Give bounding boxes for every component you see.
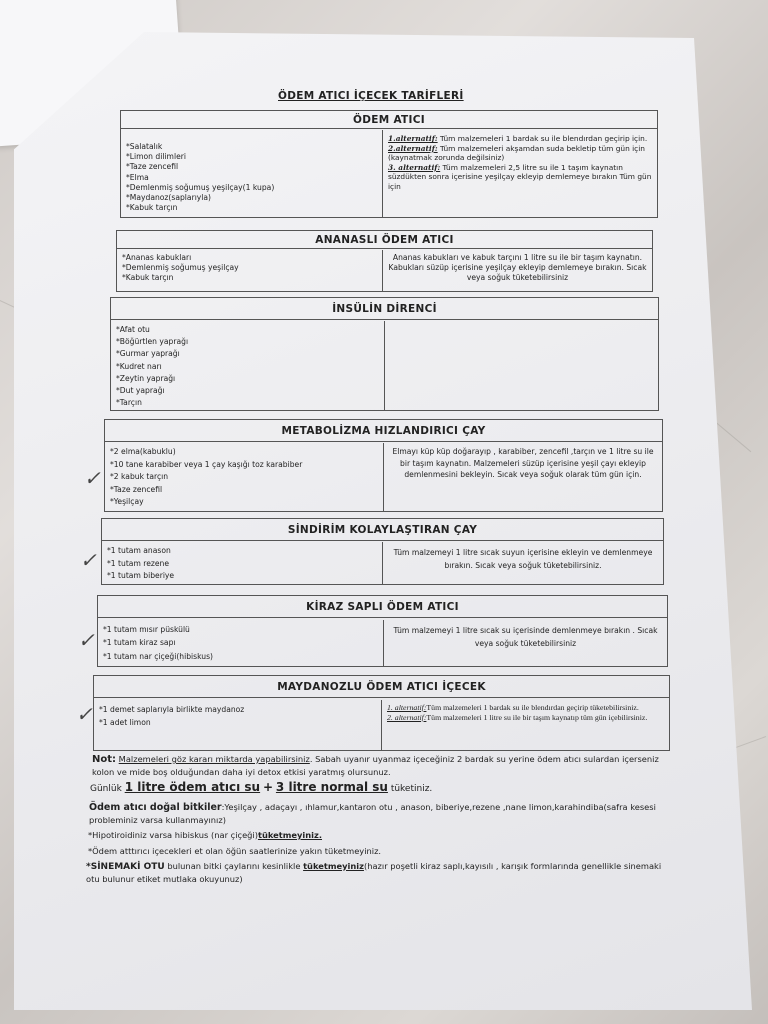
- document-title: ÖDEM ATICI İÇECEK TARİFLERİ: [278, 90, 464, 102]
- ingredient: *Maydanoz(saplarıyla): [126, 193, 212, 203]
- recipe-heading: SİNDİRİM KOLAYLAŞTIRAN ÇAY: [102, 519, 663, 541]
- handwritten-check-mark: ✓: [80, 548, 97, 572]
- ingredient: *Afat otu: [116, 325, 150, 334]
- ingredient: *Demlenmiş soğumuş yeşilçay(1 kupa): [126, 182, 275, 192]
- ingredient: *Gurmar yaprağı: [116, 349, 180, 359]
- recipe-heading: MAYDANOZLU ÖDEM ATICI İÇECEK: [94, 676, 669, 698]
- ingredient: *Salatalık: [126, 142, 163, 151]
- ingredient: *Ananas kabukları: [122, 253, 192, 262]
- ingredient: *2 kabuk tarçın: [110, 472, 169, 482]
- handwritten-check-mark: ✓: [84, 466, 101, 490]
- ingredient: *Taze zencefil: [126, 162, 179, 172]
- recipe-heading: ANANASLI ÖDEM ATICI: [117, 231, 652, 249]
- alternative-3: 3. alternatif: Tüm malzemeleri 2,5 litre su ile 1 taşım kaynatın süzdükten sonra içerisine yeşilçay ekleyip demlemeye bırakın Tüm gün için: [388, 162, 652, 191]
- recipe-odem-atici: [120, 110, 658, 218]
- note-paragraph: Not: Malzemeleri göz kararı miktarda yapabilirsiniz. Sabah uyanır uyanmaz içeceğiniz 2 bardak su yerine ödem atıcı sulardan içerseniz kolon ve mide boş olduğundan daha iyi detox etkisi yaratmış olursunuz.: [92, 754, 659, 777]
- ingredient-list: [126, 142, 377, 213]
- handwritten-check-mark: ✓: [76, 702, 93, 726]
- recipe-instructions: Tüm malzemeyi 1 litre sıcak suyun içerisine ekleyin ve demlenmeye bırakın. Sıcak veya soğuk tüketebilirsiniz.: [393, 548, 653, 570]
- ingredient: *Böğürtlen yaprağı: [116, 337, 189, 347]
- recipe-sindirim: [101, 518, 664, 585]
- ingredient: *10 tane karabiber veya 1 çay kaşığı toz karabiber: [110, 459, 303, 469]
- alternative-2: 2. alternatif:Tüm malzemeleri 1 litre su ile bir taşım kaynatıp tüm gün içebilirsiniz.: [387, 712, 648, 722]
- natural-herbs: Ödem atıcı doğal bitkiler:Yeşilçay , adaçayı , ıhlamur,kantaron otu , anason, biberiye,rezene ,nane limon,karahindiba(safra kesesi probleminiz varsa kullanmayınız): [89, 802, 656, 825]
- recipe-insulin-direnci: [110, 297, 659, 411]
- ingredient-list: [116, 324, 379, 409]
- ingredient-list: [99, 703, 376, 730]
- handwritten-check-mark: ✓: [78, 628, 95, 652]
- ingredient: *Yeşilçay: [110, 497, 144, 507]
- ingredient: *Demlenmiş soğumuş yeşilçay: [122, 263, 239, 273]
- alternative-1: 1.alternatif: Tüm malzemeleri 1 bardak su ile blendırdan geçirip için.: [388, 134, 648, 143]
- ingredient: *Limon dilimleri: [126, 152, 186, 162]
- ingredient: *1 tutam anason: [107, 546, 171, 555]
- ingredient: *1 tutam biberiye: [107, 571, 175, 581]
- ingredient: *Taze zencefil: [110, 484, 163, 494]
- ingredient: *Kabuk tarçın: [126, 203, 178, 213]
- daily-intake: Günlük 1 litre ödem atıcı su + 3 litre normal su tüketiniz.: [90, 780, 433, 794]
- ingredient-list: [122, 253, 377, 284]
- ingredient: *Kudret narı: [116, 361, 162, 371]
- recipe-instructions: Elmayı küp küp doğarayıp , karabiber, zencefil ,tarçın ve 1 litre su ile bir taşım kaynatın. Malzemeleri süzüp içerisine yeşil çayı ekleyip demlenmesini bekleyin. Sıcak veya soğuk olarak tüm gün için.: [392, 447, 654, 480]
- recipe-metabolizma: [104, 419, 663, 512]
- ingredient: *Zeytin yaprağı: [116, 373, 176, 383]
- ingredient: *1 tutam rezene: [107, 558, 170, 568]
- ingredient: *Elma: [126, 172, 149, 182]
- ingredient: *Dut yaprağı: [116, 386, 165, 396]
- alternative-1: 1. alternatif:Tüm malzemeleri 1 bardak su ile blendırdan geçirip tüketebilirsiniz.: [387, 703, 639, 712]
- recipe-heading: METABOLİZMA HIZLANDIRICI ÇAY: [105, 420, 662, 442]
- recipe-instructions: [385, 321, 658, 410]
- recipe-heading: KİRAZ SAPLI ÖDEM ATICI: [98, 596, 667, 618]
- ingredient-list: [107, 545, 377, 583]
- hypothyroid-warning: *Hipotiroidiniz varsa hibiskus (nar çiçeği)tüketmeyiniz.: [88, 830, 323, 840]
- timing-warning: *Ödem atttırıcı içecekleri et olan öğün saatlerinize yakın tüketmeyiniz.: [88, 846, 382, 856]
- ingredient: *2 elma(kabuklu): [110, 447, 176, 456]
- recipe-instructions: Tüm malzemeyi 1 litre sıcak su içerisinde demlenmeye bırakın . Sıcak veya soğuk tüketebilirsiniz: [393, 626, 658, 649]
- recipe-heading: ÖDEM ATICI: [121, 111, 657, 129]
- recipe-heading: İNSÜLİN DİRENCİ: [111, 298, 658, 320]
- ingredient: *1 tutam nar çiçeği(hibiskus): [103, 651, 214, 661]
- ingredient: *1 adet limon: [99, 718, 151, 728]
- ingredient: *1 tutam mısır püskülü: [103, 625, 190, 634]
- ingredient: *1 tutam kiraz sapı: [103, 638, 176, 648]
- senna-warning: *SİNEMAKİ OTU bulunan bitki çaylarını kesinlikle tüketmeyiniz(hazır poşetli kiraz saplı,kayısılı , karışık formlarında genellikle sinemaki otu bulunur etiket mutlaka okuyunuz): [86, 861, 662, 884]
- ingredient-list: [103, 623, 378, 663]
- ingredient: *Tarçın: [116, 398, 142, 408]
- recipe-maydanozlu: [93, 675, 670, 751]
- recipe-kiraz-sapli: [97, 595, 668, 667]
- ingredient: *Kabuk tarçın: [122, 273, 174, 283]
- ingredient: *1 demet saplarıyla birlikte maydanoz: [99, 705, 245, 714]
- recipe-instructions: Ananas kabukları ve kabuk tarçını 1 litre su ile bir taşım kaynatın. Kabukları süzüp içerisine yeşilçay ekleyip demlemeye bırakın. Sıcak veya soğuk tüketebilirsiniz: [388, 253, 647, 283]
- ingredient-list: [110, 446, 378, 509]
- alternative-2: 2.alternatif: Tüm malzemeleri akşamdan suda bekletip tüm gün için (kaynatmak zorunda değilsiniz): [388, 143, 645, 163]
- recipe-ananasli: [116, 230, 653, 292]
